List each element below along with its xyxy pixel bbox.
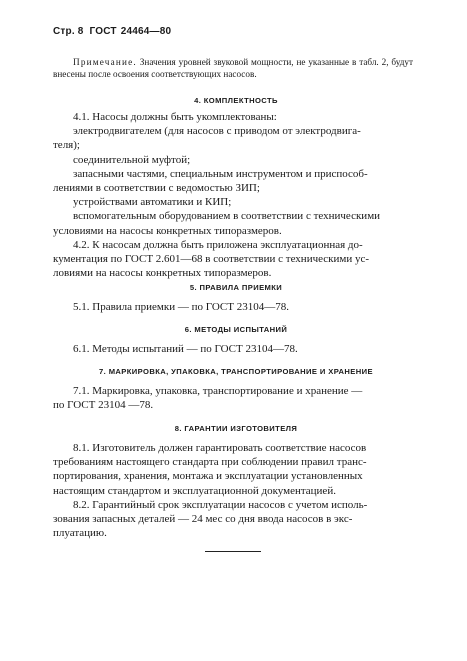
text-line: 8.1. Изготовитель должен гарантировать соответствие насосов xyxy=(73,442,367,454)
text-line: по ГОСТ 23104 —78. xyxy=(53,399,154,412)
text-line: лениями в соответствии с ведомостью ЗИП; xyxy=(53,182,260,195)
text-line: теля); xyxy=(53,139,80,152)
page-number: Стр. 8 xyxy=(53,26,84,37)
text-line: 5.1. Правила приемки — по ГОСТ 23104—78. xyxy=(73,301,289,313)
text-line: устройствами автоматики и КИП; xyxy=(73,196,232,209)
section-6-body xyxy=(53,342,419,356)
gost-label: ГОСТ xyxy=(89,26,117,37)
text-line: плуатацию. xyxy=(53,527,107,540)
end-rule xyxy=(205,551,261,552)
section-7-body xyxy=(53,384,419,412)
text-line: электродвигателем (для насосов с приводом от электродвига- xyxy=(73,125,361,138)
section-6-title: 6. МЕТОДЫ ИСПЫТАНИЙ xyxy=(184,325,288,334)
text-line: 4.2. К насосам должна быть приложена эксплуатационная до- xyxy=(73,238,363,251)
text-line: 4.1. Насосы должны быть укомплектованы: xyxy=(73,111,277,123)
text-line: зования запасных деталей — 24 мес со дня ввода насосов в экс- xyxy=(53,513,353,526)
text-line: настоящим стандартом и эксплуатационной документацией. xyxy=(53,484,336,497)
text-line: условиями на насосы конкретных типоразмеров. xyxy=(53,224,282,237)
text-line: вспомогательным оборудованием в соответствии с техническими xyxy=(73,210,381,223)
text-line: 6.1. Методы испытаний — по ГОСТ 23104—78. xyxy=(73,343,298,355)
section-8-title: 8. ГАРАНТИИ ИЗГОТОВИТЕЛЯ xyxy=(174,424,298,433)
text-line: требованиям настоящего стандарта при соблюдении правил транс- xyxy=(53,456,367,469)
section-4-title: 4. КОМПЛЕКТНОСТЬ xyxy=(194,96,278,105)
note-label: Примечание. xyxy=(73,57,137,67)
standard-number: 24464—80 xyxy=(120,26,172,37)
text-line: 7.1. Маркировка, упаковка, транспортирование и хранение — xyxy=(73,385,363,397)
section-4-body xyxy=(53,110,419,280)
text-line: ловиями на насосы конкретных типоразмеров. xyxy=(53,267,272,280)
text-line: 8.2. Гарантийный срок эксплуатации насосов с учетом исполь- xyxy=(73,498,368,511)
section-8-body xyxy=(53,441,419,540)
section-5-title: 5. ПРАВИЛА ПРИЕМКИ xyxy=(189,283,283,292)
text-line: соединительной муфтой; xyxy=(73,153,191,166)
text-line: кументация по ГОСТ 2.601—68 в соответствии с техническими ус- xyxy=(53,253,370,266)
section-5-body xyxy=(53,300,419,314)
section-7-title: 7. МАРКИРОВКА, УПАКОВКА, ТРАНСПОРТИРОВАНИЕ И ХРАНЕНИЕ xyxy=(99,367,373,376)
text-line: запасными частями, специальным инструментом и приспособ- xyxy=(73,167,368,180)
note-text: Значения уровней звуковой мощности, не указанные в табл. 2, будут внесены после освоения соответствующих насосов. xyxy=(53,57,413,79)
page-header xyxy=(53,26,171,37)
table-note xyxy=(53,57,413,80)
text-line: портирования, хранения, монтажа и эксплуатации установленных xyxy=(53,470,363,483)
